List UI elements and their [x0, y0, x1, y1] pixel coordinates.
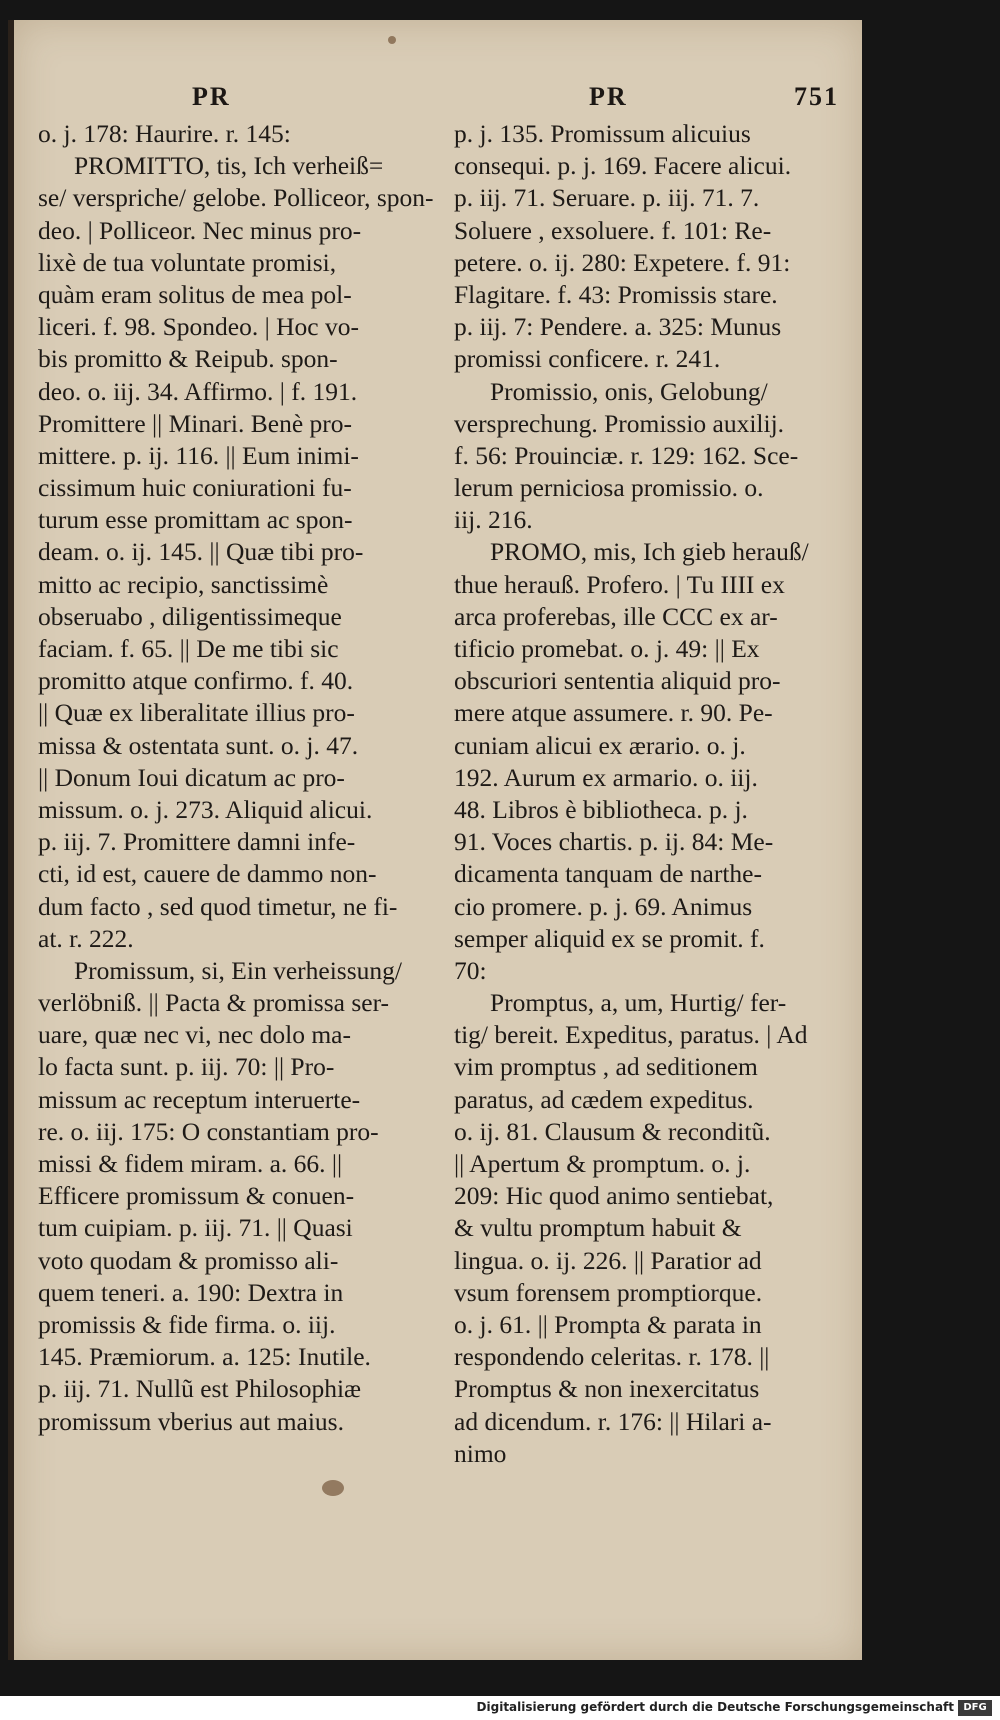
text-line: deam. o. ij. 145. || Quæ tibi pro- [38, 537, 364, 567]
text-line: p. j. 135. Promissum alicuius [454, 119, 751, 148]
text-line: turum esse promittam ac spon- [38, 505, 353, 535]
text-line: cio promere. p. j. 69. Animus [454, 891, 753, 921]
text-line: semper aliquid ex se promit. f. [454, 923, 765, 953]
text-line: missi & fidem miram. a. 66. || [38, 1149, 343, 1178]
text-line: missum ac receptum interuerte- [38, 1084, 361, 1114]
text-line: quàm eram solitus de mea pol- [38, 279, 352, 309]
running-head-right: PR [589, 82, 628, 111]
text-line: mere atque assumere. r. 90. Pe- [454, 698, 773, 728]
text-line: p. iij. 71. Nullũ est Philosophiæ [38, 1374, 362, 1404]
text-line: Promptus, a, um, Hurtig/ fer- [490, 988, 787, 1018]
text-line: re. o. iij. 175: O constantiam pro- [38, 1116, 379, 1146]
text-line: bis promitto & Reipub. spon- [38, 344, 338, 374]
text-line: 145. Præmiorum. a. 125: Inutile. [38, 1342, 371, 1372]
text-line: PROMO, mis, Ich gieb herauß/ [490, 537, 809, 567]
text-line: promissum vberius aut maius. [38, 1406, 344, 1436]
text-line: verlöbniß. || Pacta & promissa ser- [38, 988, 390, 1018]
text-line: mitto ac recipio, sanctissimè [38, 569, 329, 599]
text-line: 48. Libros è bibliotheca. p. j. [454, 794, 748, 824]
text-line: Flagitare. f. 43: Promissis stare. [454, 279, 778, 309]
text-line: p. iij. 7: Pendere. a. 325: Munus [454, 312, 782, 342]
text-line: Promissum, si, Ein verheissung/ [74, 955, 402, 985]
text-line: versprechung. Promissio auxilij. [454, 408, 785, 438]
text-line: o. j. 178: Haurire. r. 145: [38, 119, 291, 148]
text-line: Promissio, onis, Gelobung/ [490, 376, 768, 406]
text-line: deo. | Polliceor. Nec minus pro- [38, 215, 362, 245]
text-line: deo. o. iij. 34. Affirmo. | f. 191. [38, 376, 358, 406]
text-line: dicamenta tanquam de narthe- [454, 859, 762, 889]
text-line: dum facto , sed quod timetur, ne fi- [38, 891, 398, 921]
text-line: Soluere , exsoluere. f. 101: Re- [454, 215, 772, 245]
text-line: Promittere || Minari. Benè pro- [38, 408, 353, 438]
text-line: & vultu promptum habuit & [454, 1213, 742, 1243]
text-line: o. ij. 81. Clausum & reconditũ. [454, 1116, 771, 1146]
book-page [8, 20, 862, 1660]
text-line: ad dicendum. r. 176: || Hilari a- [454, 1406, 772, 1436]
text-line: faciam. f. 65. || De me tibi sic [38, 634, 339, 663]
text-line: Promptus & non inexercitatus [454, 1374, 760, 1404]
text-line: paratus, ad cædem expeditus. [454, 1084, 754, 1114]
text-line: lingua. o. ij. 226. || Paratior ad [454, 1245, 762, 1275]
text-line: cissimum huic coniurationi fu- [38, 473, 352, 503]
text-line: 70: [454, 955, 487, 985]
text-line: consequi. p. j. 169. Facere alicui. [454, 151, 792, 181]
text-line: petere. o. ij. 280: Expetere. f. 91: [454, 247, 791, 277]
text-line: || Apertum & promptum. o. j. [454, 1149, 751, 1178]
ink-stain [322, 1480, 344, 1496]
left-column [38, 118, 438, 1438]
text-line: iij. 216. [454, 505, 533, 535]
text-line: promissis & fide firma. o. iij. [38, 1309, 336, 1339]
text-line: missa & ostentata sunt. o. j. 47. [38, 730, 359, 760]
footer-credit: Digitalisierung gefördert durch die Deutsche Forschungsgemeinschaft [476, 1700, 954, 1714]
text-line: f. 56: Prouinciæ. r. 129: 162. Sce- [454, 440, 799, 470]
text-line: nimo [454, 1438, 507, 1468]
footer-bar [0, 1696, 1000, 1720]
text-line: promitto atque confirmo. f. 40. [38, 666, 354, 696]
text-line: tificio promebat. o. j. 49: || Ex [454, 634, 760, 663]
text-line: tum cuipiam. p. iij. 71. || Quasi [38, 1213, 353, 1243]
text-line: cti, id est, cauere de dammo non- [38, 859, 377, 889]
text-line: respondendo celeritas. r. 178. || [454, 1342, 770, 1372]
right-column [454, 118, 854, 1470]
text-line: se/ verspriche/ gelobe. Polliceor, spon- [38, 183, 434, 213]
text-line: p. iij. 7. Promittere damni infe- [38, 827, 356, 857]
text-line: vim promptus , ad seditionem [454, 1052, 758, 1082]
text-line: lixè de tua voluntate promisi, [38, 247, 337, 277]
ink-spot [388, 36, 396, 44]
text-line: tig/ bereit. Expeditus, paratus. | Ad [454, 1020, 808, 1050]
text-line: thue herauß. Profero. | Tu IIII ex [454, 569, 785, 599]
text-line: o. j. 61. || Prompta & parata in [454, 1309, 762, 1339]
text-line: cuniam alicui ex ærario. o. j. [454, 730, 746, 760]
text-line: 192. Aurum ex armario. o. iij. [454, 762, 758, 792]
text-line: promissi conficere. r. 241. [454, 344, 721, 374]
text-line: || Quæ ex liberalitate illius pro- [38, 698, 355, 728]
text-line: p. iij. 71. Seruare. p. iij. 71. 7. [454, 183, 760, 213]
text-line: voto quodam & promisso ali- [38, 1245, 339, 1275]
text-line: missum. o. j. 273. Aliquid alicui. [38, 794, 373, 824]
text-line: quem teneri. a. 190: Dextra in [38, 1277, 344, 1307]
text-line: uare, quæ nec vi, nec dolo ma- [38, 1020, 351, 1050]
text-line: || Donum Ioui dicatum ac pro- [38, 762, 345, 792]
text-line: PROMITTO, tis, Ich verheiß= [74, 151, 384, 181]
text-line: vsum forensem promptiorque. [454, 1277, 763, 1307]
text-line: 209: Hic quod animo sentiebat, [454, 1181, 774, 1211]
text-line: lo facta sunt. p. iij. 70: || Pro- [38, 1052, 335, 1082]
text-line: 91. Voces chartis. p. ij. 84: Me- [454, 827, 774, 857]
text-line: obseruabo , diligentissimeque [38, 601, 342, 631]
text-line: lerum perniciosa promissio. o. [454, 473, 764, 503]
page-number: 751 [794, 82, 839, 111]
text-line: Efficere promissum & conuen- [38, 1181, 355, 1211]
dfg-logo: DFG [958, 1700, 992, 1716]
text-line: mittere. p. ij. 116. || Eum inimi- [38, 440, 359, 470]
text-line: arca proferebas, ille CCC ex ar- [454, 601, 778, 631]
running-head-left: PR [192, 82, 231, 111]
text-line: obscuriori sententia aliquid pro- [454, 666, 781, 696]
text-line: at. r. 222. [38, 923, 134, 953]
text-line: liceri. f. 98. Spondeo. | Hoc vo- [38, 312, 359, 342]
